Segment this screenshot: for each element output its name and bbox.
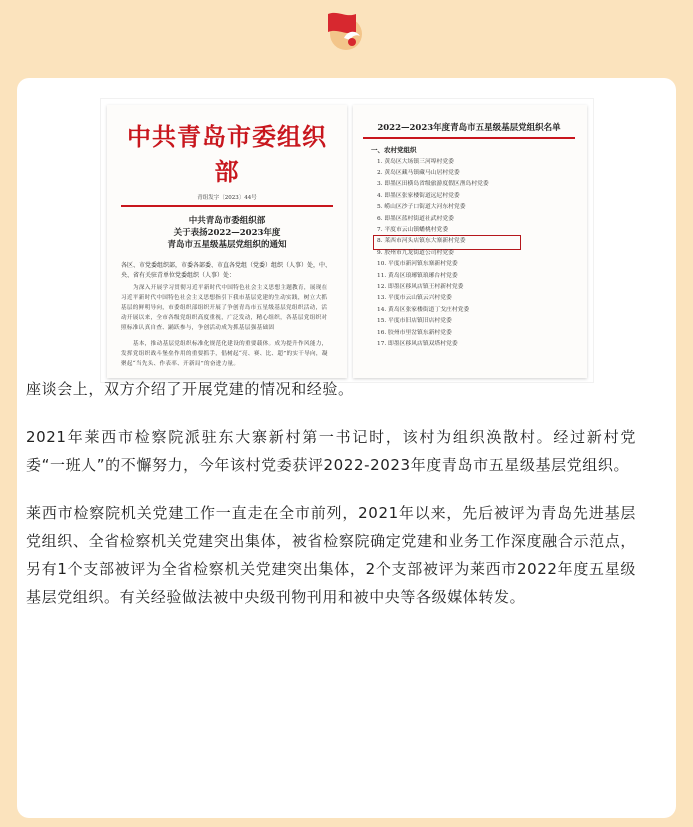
doc-number: 青组发字〔2023〕44号 — [197, 195, 257, 201]
list-item: 2. 黄岛区藏马镇藏马山居村党委 — [377, 169, 460, 176]
list-item: 5. 崂山区沙子口街道大河东村党委 — [377, 204, 466, 211]
list-item: 17. 即墨区移风店镇双塔村党委 — [377, 341, 458, 347]
list-item: 12. 即墨区移风店镇王村新村党委 — [377, 283, 464, 290]
article-body — [26, 375, 636, 631]
article-paragraph: 莱西市检察院机关党建工作一直走在全市前列，2021年以来，先后被评为青岛先进基层党组织、全省检察机关党建突出集体，被省检察院确定党建和业务工作深度融合示范点，另有1个支部被评为全省检察机关党建突出集体，2个支部被评为莱西市2022年度五星级基层党组织。有关经验做法被中央级刊物刊用和被中央等各级媒体转发。 — [26, 504, 636, 606]
list-item: 9. 胶州市九龙街道公司村党委 — [377, 249, 454, 256]
article-paragraph: 2021年莱西市检察院派驻东大寨新村第一书记时，该村为组织涣散村。经过新村党委“一班人”的不懈努力，今年该村党委获评2022-2023年度青岛市五星级基层党组织。 — [26, 428, 636, 474]
list-title: 2022—2023年度青岛市五星级基层党组织名单 — [377, 123, 561, 133]
list-section-heading: 一、农村党组织 — [371, 145, 417, 154]
list-item: 1. 黄岛区大场镇三河埠村党委 — [377, 158, 454, 165]
list-item: 16. 胶州市里岔镇东新村党委 — [377, 329, 452, 336]
article-paragraph: 座谈会上，双方介绍了开展党建的情况和经验。 — [26, 380, 354, 398]
list-item: 3. 即墨区田横岛省级旅游度假区渔岛村党委 — [377, 181, 489, 188]
addressee: 各区、市党委组织部，市委各部委、市直各党组（党委）组织（人事）处，中、央、省有关驻青单位党委组织（人事）处： — [121, 261, 332, 279]
list-item: 15. 平度市旧店镇旧店村党委 — [377, 318, 452, 325]
list-item: 10. 平度市新河镇东寨新村党委 — [377, 261, 458, 268]
red-divider — [121, 205, 333, 207]
party-org-list — [377, 157, 575, 351]
body-paragraph: 基本，推动基层党组织标准化规范化建设的重要载体。成为提升作风能力，发挥党组织战斗堡垒作用的重要抓手，倡树起“亮、赛、比、超”的实干导向，凝聚起“当先头、作表率、开新局”的奋进力量。 — [121, 340, 328, 367]
list-item: 7. 平度市云山镇蟠桃村党委 — [377, 226, 449, 233]
list-item: 4. 即墨区张家楼街道远尼村党委 — [377, 192, 460, 199]
list-item: 6. 即墨区蓝村街道社武村党委 — [377, 215, 454, 222]
org-title: 中共青岛市委组织部 — [127, 122, 327, 186]
notice-page — [107, 105, 347, 378]
body-paragraph: 为深入开展学习贯彻习近平新时代中国特色社会主义思想主题教育，展现在习近平新时代中国特色社会主义思想指引下我市基层党建的生动实践，树立大抓基层的鲜明导向，市委组织部组织开展了争创青岛市五星级基层党组织活动，活动开展以来，全市各级党组织高度重视，广泛发动，精心组织，各基层党组织对照标准认真自查、踊跃参与，争创活动成为抓基层强基础固 — [121, 284, 328, 331]
list-item: 13. 平度市云山镇云兴村党委 — [377, 295, 452, 302]
list-item: 11. 黄岛区琅琊镇琅琊台村党委 — [377, 272, 458, 279]
list-page — [353, 105, 587, 378]
notice-document-image — [101, 99, 593, 382]
party-flag-logo-icon — [322, 8, 370, 52]
notice-title: 中共青岛市委组织部 关于表扬2022—2023年度 青岛市五星级基层党组织的通知 — [167, 215, 287, 250]
highlighted-list-item: 8. 莱西市河头店镇东大寨新村党委 — [377, 236, 575, 247]
list-item: 14. 黄岛区张家楼街道丁戈庄村党委 — [377, 306, 470, 313]
red-divider — [363, 137, 575, 139]
